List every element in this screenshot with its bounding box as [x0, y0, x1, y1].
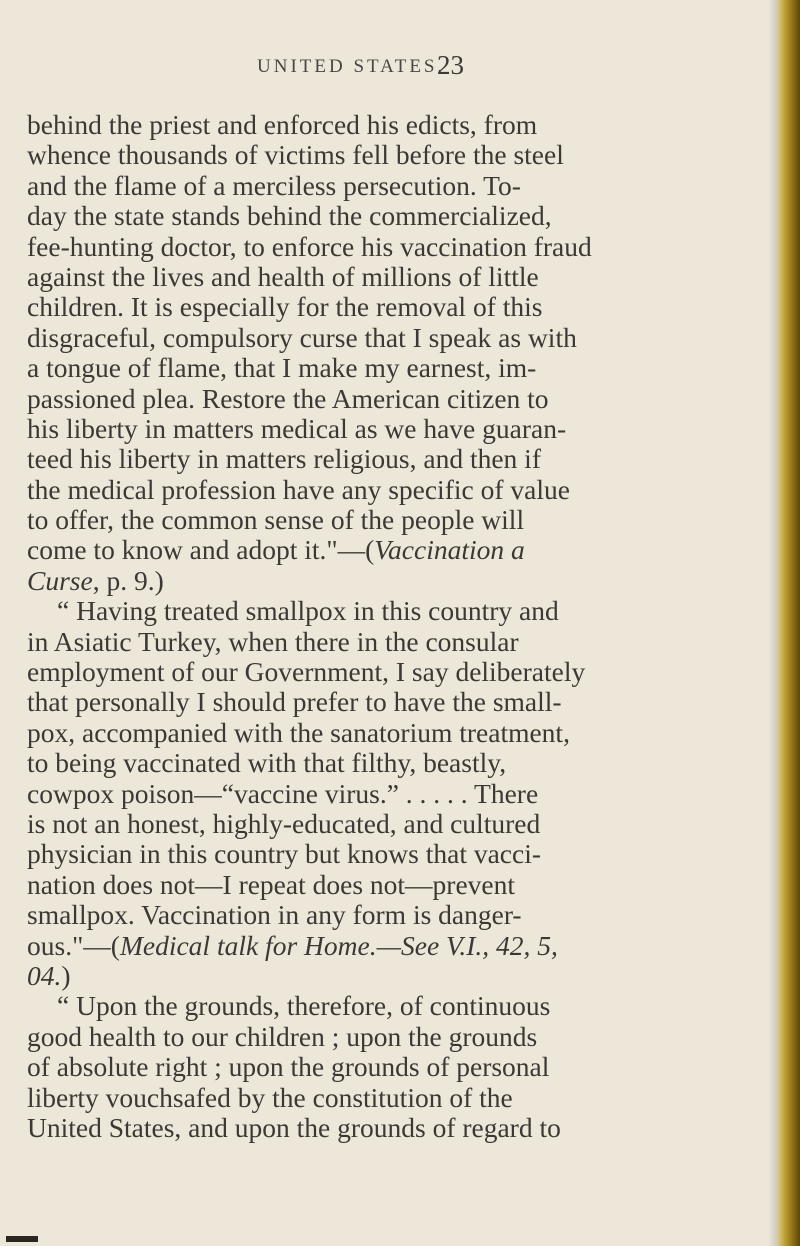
text-line — [27, 779, 797, 809]
text-line — [27, 292, 797, 322]
text-line — [27, 870, 797, 900]
text-run: smallpox. Vaccination in any form is danger- — [27, 899, 522, 931]
page-header — [0, 50, 790, 90]
text-line — [27, 505, 797, 535]
text-run: teed his liberty in matters religious, and then if — [27, 443, 541, 475]
text-run: a tongue of flame, that I make my earnest, im- — [27, 352, 537, 384]
text-run: day the state stands behind the commercialized, — [27, 200, 552, 232]
text-line — [27, 171, 797, 201]
text-run: “ Upon the grounds, therefore, of continuous — [57, 990, 551, 1022]
text-line — [27, 657, 797, 687]
italic-citation: 04. — [27, 959, 62, 991]
text-run: the medical profession have any specific of value — [27, 473, 570, 505]
text-line — [27, 900, 797, 930]
text-line — [27, 323, 797, 353]
text-line — [27, 748, 797, 778]
text-line — [27, 353, 797, 383]
text-run: employment of our Government, I say deliberately — [27, 656, 586, 688]
text-run: nation does not—I repeat does not—prevent — [27, 868, 515, 900]
text-line — [27, 1022, 797, 1052]
italic-citation: Vaccination a — [374, 534, 525, 566]
text-run: and the flame of a merciless persecution. To- — [27, 169, 521, 201]
text-run: ) — [61, 959, 71, 991]
text-line — [27, 140, 797, 170]
text-line — [27, 566, 797, 596]
text-run: that personally I should prefer to have the small- — [27, 686, 562, 718]
text-run: against the lives and health of millions of little — [27, 260, 539, 292]
text-run: of absolute right ; upon the grounds of personal — [27, 1051, 550, 1083]
text-line — [27, 596, 797, 626]
text-line — [27, 961, 797, 991]
italic-citation: Medical talk for Home.—See V.I., 42, 5, — [119, 929, 558, 961]
text-run: to offer, the common sense of the people will — [27, 504, 525, 536]
text-run: in Asiatic Turkey, when there in the consular — [27, 625, 519, 657]
text-line — [27, 718, 797, 748]
text-run: pox, accompanied with the sanatorium treatment, — [27, 716, 570, 748]
text-line — [27, 535, 797, 565]
text-line — [27, 201, 797, 231]
text-run: children. It is especially for the removal of this — [27, 291, 543, 323]
text-run: whence thousands of victims fell before the steel — [27, 139, 564, 171]
running-head: UNITED STATES. — [257, 56, 446, 77]
text-line — [27, 627, 797, 657]
body-text — [27, 110, 797, 1143]
text-line — [27, 110, 797, 140]
corner-mark — [6, 1236, 38, 1242]
text-run: physician in this country but knows that vacci- — [27, 838, 542, 870]
text-line — [27, 1083, 797, 1113]
text-line — [27, 384, 797, 414]
text-run: cowpox poison—“vaccine virus.” . . . . . There — [27, 777, 539, 809]
text-line — [27, 1052, 797, 1082]
text-run: his liberty in matters medical as we have guaran- — [27, 412, 567, 444]
text-run: disgraceful, compulsory curse that I speak as with — [27, 321, 577, 353]
text-line — [27, 1113, 797, 1143]
text-line — [27, 687, 797, 717]
text-line — [27, 232, 797, 262]
text-run: come to know and adopt it."—( — [27, 534, 375, 566]
text-line — [27, 475, 797, 505]
text-run: to being vaccinated with that filthy, beastly, — [27, 747, 507, 779]
page-number: 23 — [437, 50, 464, 80]
italic-citation: Curse — [27, 564, 93, 596]
text-run: good health to our children ; upon the grounds — [27, 1020, 538, 1052]
text-run: liberty vouchsafed by the constitution of the — [27, 1081, 513, 1113]
text-run: is not an honest, highly-educated, and cultured — [27, 807, 541, 839]
text-run: behind the priest and enforced his edicts, from — [27, 109, 538, 140]
text-run: fee-hunting doctor, to enforce his vaccination fraud — [27, 230, 592, 262]
text-run: ous."—( — [27, 929, 120, 961]
text-run: “ Having treated smallpox in this country and — [57, 595, 559, 627]
text-line — [27, 839, 797, 869]
text-run: , p. 9.) — [92, 564, 164, 596]
text-run: United States, and upon the grounds of regard to — [27, 1111, 561, 1143]
text-line — [27, 809, 797, 839]
text-line — [27, 991, 797, 1021]
text-line — [27, 262, 797, 292]
text-line — [27, 414, 797, 444]
text-run: passioned plea. Restore the American citizen to — [27, 382, 549, 414]
text-line — [27, 444, 797, 474]
text-line — [27, 931, 797, 961]
